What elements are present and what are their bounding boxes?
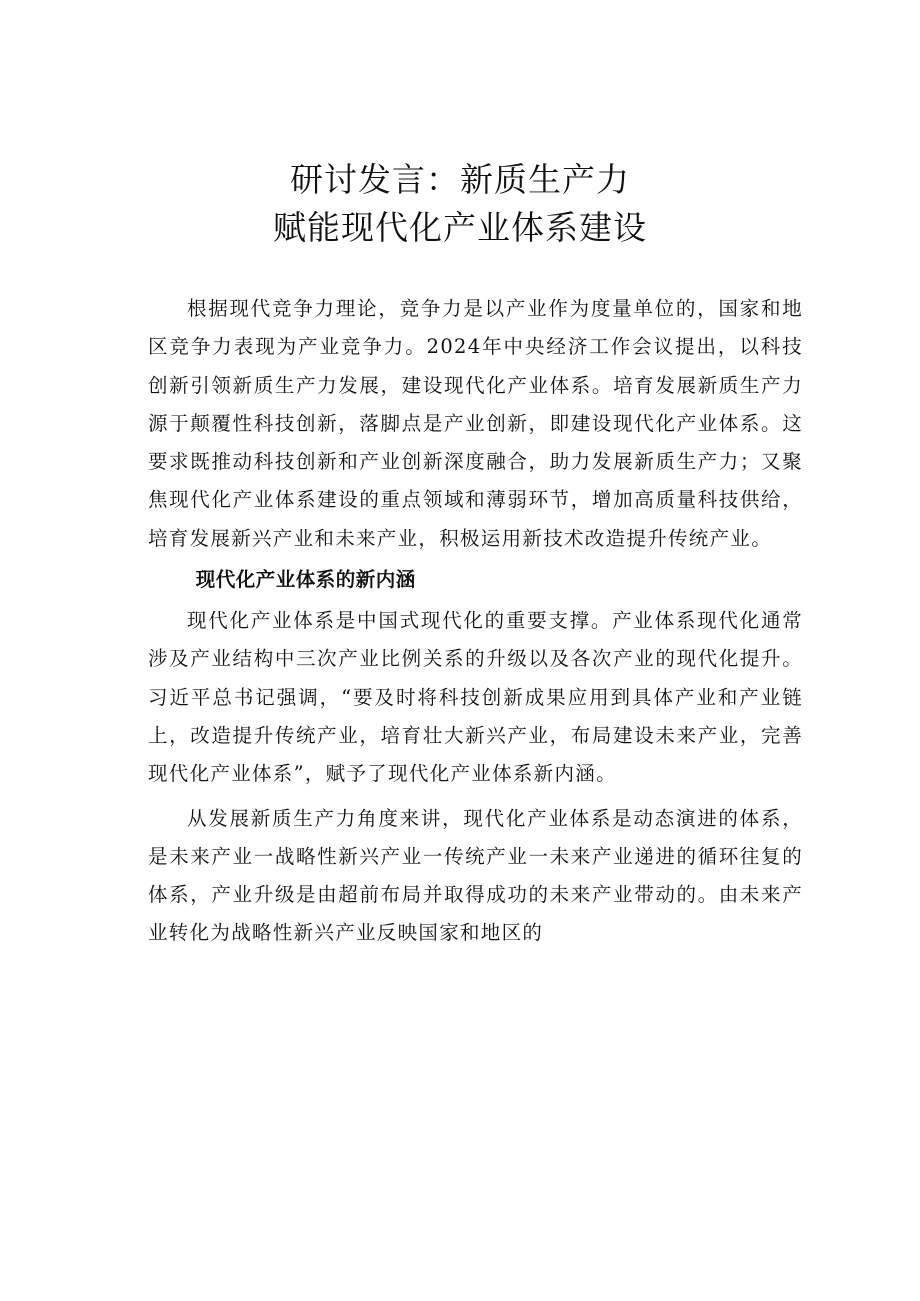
- document-body: [148, 290, 803, 953]
- section-heading: 现代化产业体系的新内涵: [195, 568, 416, 592]
- paragraph-connotation: 现代化产业体系是中国式现代化的重要支撑。产业体系现代化通常涉及产业结构中三次产业比例关系的升级以及各次产业的现代化提升。习近平总书记强调，“要及时将科技创新成果应用到具体产业和产业链上，改造提升传统产业，培育壮大新兴产业，布局建设未来产业，完善现代化产业体系”，赋予了现代化产业体系新内涵。: [148, 609, 803, 786]
- document-title: [0, 156, 920, 252]
- title-line-2: 赋能现代化产业体系建设: [273, 208, 647, 247]
- title-line-1: 研讨发言：新质生产力: [290, 160, 630, 199]
- paragraph-intro: 根据现代竞争力理论，竞争力是以产业作为度量单位的，国家和地区竞争力表现为产业竞争力。2024年中央经济工作会议提出，以科技创新引领新质生产力发展，建设现代化产业体系。培育发展新质生产力源于颠覆性科技创新，落脚点是产业创新，即建设现代化产业体系。这要求既推动科技创新和产业创新深度融合，助力发展新质生产力；又聚焦现代化产业体系建设的重点领域和薄弱环节，增加高质量科技供给，培育发展新兴产业和未来产业，积极运用新技术改造提升传统产业。: [148, 297, 803, 550]
- paragraph-dynamic-system: 从发展新质生产力角度来讲，现代化产业体系是动态演进的体系，是未来产业一战略性新兴产业一传统产业一未来产业递进的循环往复的体系，产业升级是由超前布局并取得成功的未来产业带动的。由未来产业转化为战略性新兴产业反映国家和地区的: [148, 806, 803, 945]
